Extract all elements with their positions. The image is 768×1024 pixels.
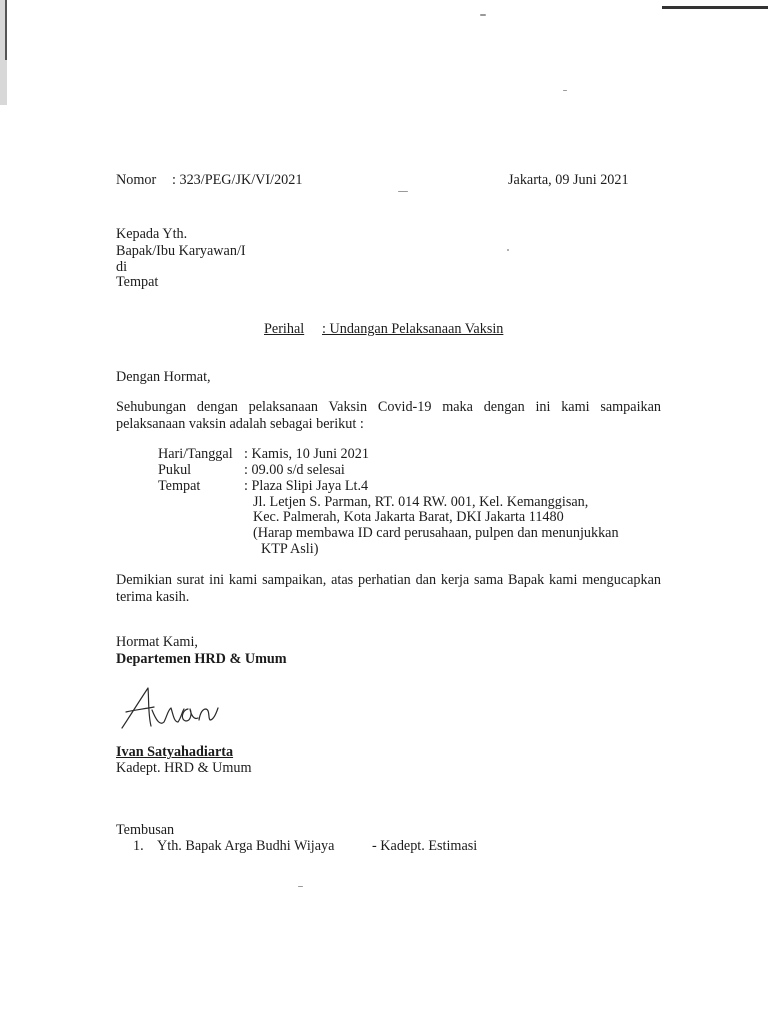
detail-address-2: Kec. Palmerah, Kota Jakarta Barat, DKI Jakarta 11480 — [253, 509, 564, 525]
detail-day-label: Hari/Tanggal — [158, 446, 233, 462]
closing-paragraph: Demikian surat ini kami sampaikan, atas perhatian dan kerja sama Bapak kami mengucapkan terima kasih. — [116, 572, 661, 605]
scan-speck — [298, 886, 303, 887]
scan-edge-line — [5, 0, 7, 60]
greeting: Dengan Hormat, — [116, 369, 211, 385]
department-name: Departemen HRD & Umum — [116, 651, 287, 667]
detail-note-1: (Harap membawa ID card perusahaan, pulpen dan menunjukkan — [253, 525, 619, 541]
recipient-line-3: di — [116, 259, 128, 275]
cc-item-number: 1. — [133, 838, 144, 854]
scan-speck — [398, 191, 408, 192]
recipient-line-1: Kepada Yth. — [116, 226, 188, 242]
scan-speck — [480, 14, 486, 16]
handwritten-signature — [118, 682, 230, 738]
recipient-line-4: Tempat — [116, 274, 159, 290]
subject-value: : Undangan Pelaksanaan Vaksin — [322, 321, 504, 337]
scan-speck — [507, 249, 509, 251]
signer-name: Ivan Satyahadiarta — [116, 744, 234, 760]
detail-address-1: Jl. Letjen S. Parman, RT. 014 RW. 001, Kel. Kemanggisan, — [253, 494, 589, 510]
scan-speck — [563, 90, 567, 91]
detail-time-label: Pukul — [158, 462, 192, 478]
scan-top-line — [662, 6, 768, 9]
detail-time-value: : 09.00 s/d selesai — [244, 462, 345, 478]
nomor-value: : 323/PEG/JK/VI/2021 — [172, 172, 303, 188]
recipient-line-2: Bapak/Ibu Karyawan/I — [116, 243, 246, 259]
place-date: Jakarta, 09 Juni 2021 — [508, 172, 629, 188]
subject-label: Perihal — [264, 321, 305, 337]
regards: Hormat Kami, — [116, 634, 198, 650]
nomor-label: Nomor — [116, 172, 157, 188]
detail-place-value: : Plaza Slipi Jaya Lt.4 — [244, 478, 369, 494]
detail-note-2: KTP Asli) — [261, 541, 319, 557]
detail-day-value: : Kamis, 10 Juni 2021 — [244, 446, 369, 462]
signer-title: Kadept. HRD & Umum — [116, 760, 252, 776]
detail-place-label: Tempat — [158, 478, 201, 494]
cc-label: Tembusan — [116, 822, 175, 838]
intro-paragraph: Sehubungan dengan pelaksanaan Vaksin Covid-19 maka dengan ini kami sampaikan pelaksanaan vaksin adalah sebagai berikut : — [116, 399, 661, 432]
cc-item-role: - Kadept. Estimasi — [372, 838, 478, 854]
cc-item-name: Yth. Bapak Arga Budhi Wijaya — [157, 838, 335, 854]
